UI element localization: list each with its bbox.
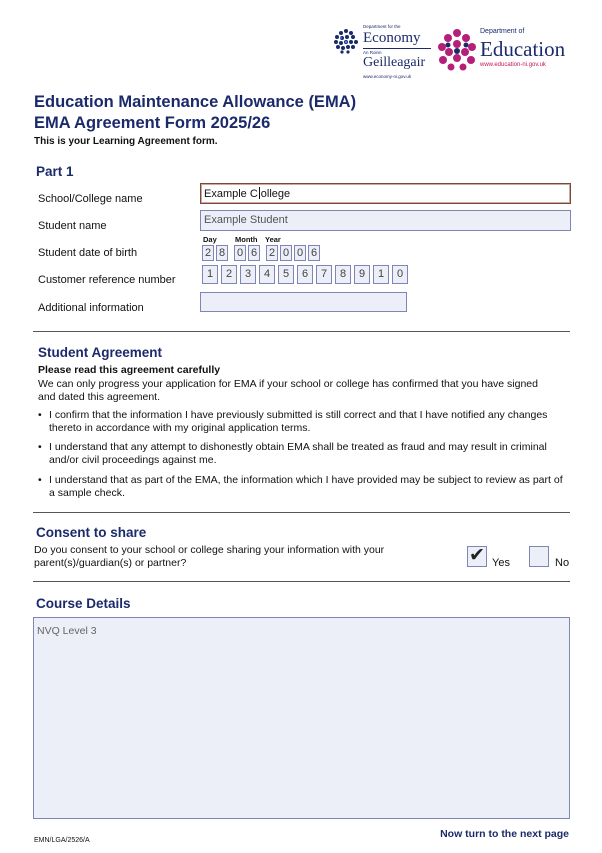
divider — [33, 331, 570, 332]
dob-year-digit-2[interactable]: 0 — [280, 245, 292, 261]
school-value-start: Example C — [204, 188, 258, 200]
economy-url: www.economy-ni.gov.uk — [363, 74, 412, 79]
economy-irish-name: Geilleagair — [363, 55, 426, 70]
economy-divider — [363, 48, 431, 49]
dob-year-digit-3[interactable]: 0 — [294, 245, 306, 261]
dob-day-digit-1[interactable]: 2 — [202, 245, 214, 261]
divider — [33, 512, 570, 513]
consent-question: Do you consent to your school or college sharing your information with your parent(s)/guardian(s) or partner? — [34, 544, 385, 569]
crn-digit[interactable]: 8 — [335, 265, 351, 284]
dob-day-label: Day — [203, 235, 217, 244]
school-input[interactable] — [200, 183, 571, 204]
agreement-intro: We can only progress your application for EMA if your school or college has confirmed that you have signed and dated this agreement. — [38, 378, 538, 403]
student-name-input[interactable]: Example Student — [200, 210, 571, 231]
crn-label: Customer reference number — [38, 274, 176, 286]
dob-day-digit-2[interactable]: 8 — [216, 245, 228, 261]
form-title: Education Maintenance Allowance (EMA) — [34, 93, 357, 111]
crn-digit[interactable]: 1 — [373, 265, 389, 284]
crn-digit[interactable]: 5 — [278, 265, 294, 284]
education-logo — [437, 28, 577, 76]
bullet-dot: • — [38, 474, 42, 486]
divider — [33, 581, 570, 582]
form-subtitle-title: EMA Agreement Form 2025/26 — [34, 114, 271, 132]
crn-digit[interactable]: 7 — [316, 265, 332, 284]
course-heading: Course Details — [36, 596, 131, 611]
dob-label: Student date of birth — [38, 247, 138, 259]
form-intro: This is your Learning Agreement form. — [34, 136, 218, 147]
economy-logo — [333, 24, 433, 82]
education-name: Education — [480, 37, 566, 61]
education-url: www.education-ni.gov.uk — [480, 62, 546, 68]
bullet-dot: • — [38, 441, 42, 453]
crn-digit[interactable]: 3 — [240, 265, 256, 284]
economy-irish-label: An Roinn — [363, 50, 382, 55]
education-dots-icon — [437, 28, 477, 72]
additional-label: Additional information — [38, 302, 144, 314]
crn-digit[interactable]: 9 — [354, 265, 370, 284]
next-page-note: Now turn to the next page — [440, 828, 569, 840]
consent-heading: Consent to share — [36, 525, 147, 540]
agreement-bullet-text: I understand that as part of the EMA, the information which I have provided may be subject to review as part of a sample check. — [49, 474, 563, 499]
additional-info-input[interactable] — [200, 292, 407, 312]
consent-yes-label: Yes — [492, 557, 510, 569]
form-code: EMN/LGA/2526/A — [34, 837, 90, 844]
part1-heading: Part 1 — [36, 164, 74, 179]
consent-yes-checkbox[interactable] — [467, 546, 487, 567]
school-label: School/College name — [38, 193, 143, 205]
checkmark-icon: ✔ — [469, 545, 485, 566]
dob-year-digit-4[interactable]: 6 — [308, 245, 320, 261]
economy-dept-label: Department for the — [363, 24, 401, 29]
crn-digit[interactable]: 1 — [202, 265, 218, 284]
consent-no-checkbox[interactable] — [529, 546, 549, 567]
education-dept-label: Department of — [480, 28, 525, 35]
text-caret — [259, 187, 260, 199]
dob-month-digit-1[interactable]: 0 — [234, 245, 246, 261]
dob-year-label: Year — [265, 235, 281, 244]
economy-name: Economy — [363, 30, 421, 46]
agreement-bullet-text: I understand that any attempt to dishonestly obtain EMA shall be treated as fraud and may result in criminal and/or civil proceedings against me. — [49, 441, 547, 466]
agreement-subheading: Please read this agreement carefully — [38, 364, 221, 376]
dob-month-digit-2[interactable]: 6 — [248, 245, 260, 261]
agreement-bullet-text: I confirm that the information I have previously submitted is still correct and that I have notified any changes thereto in accordance with my original application terms. — [49, 409, 548, 434]
crn-digit[interactable]: 6 — [297, 265, 313, 284]
dob-month-label: Month — [235, 235, 258, 244]
student-label: Student name — [38, 220, 107, 232]
crn-digit[interactable]: 2 — [221, 265, 237, 284]
crn-digit[interactable]: 0 — [392, 265, 408, 284]
bullet-dot: • — [38, 409, 42, 421]
crn-digit[interactable]: 4 — [259, 265, 275, 284]
dob-year-digit-1[interactable]: 2 — [266, 245, 278, 261]
agreement-heading: Student Agreement — [38, 345, 163, 360]
course-details-input[interactable]: NVQ Level 3 — [33, 617, 570, 819]
consent-no-label: No — [555, 557, 570, 569]
economy-dots-icon — [333, 28, 359, 54]
school-value-end: ollege — [260, 188, 291, 200]
